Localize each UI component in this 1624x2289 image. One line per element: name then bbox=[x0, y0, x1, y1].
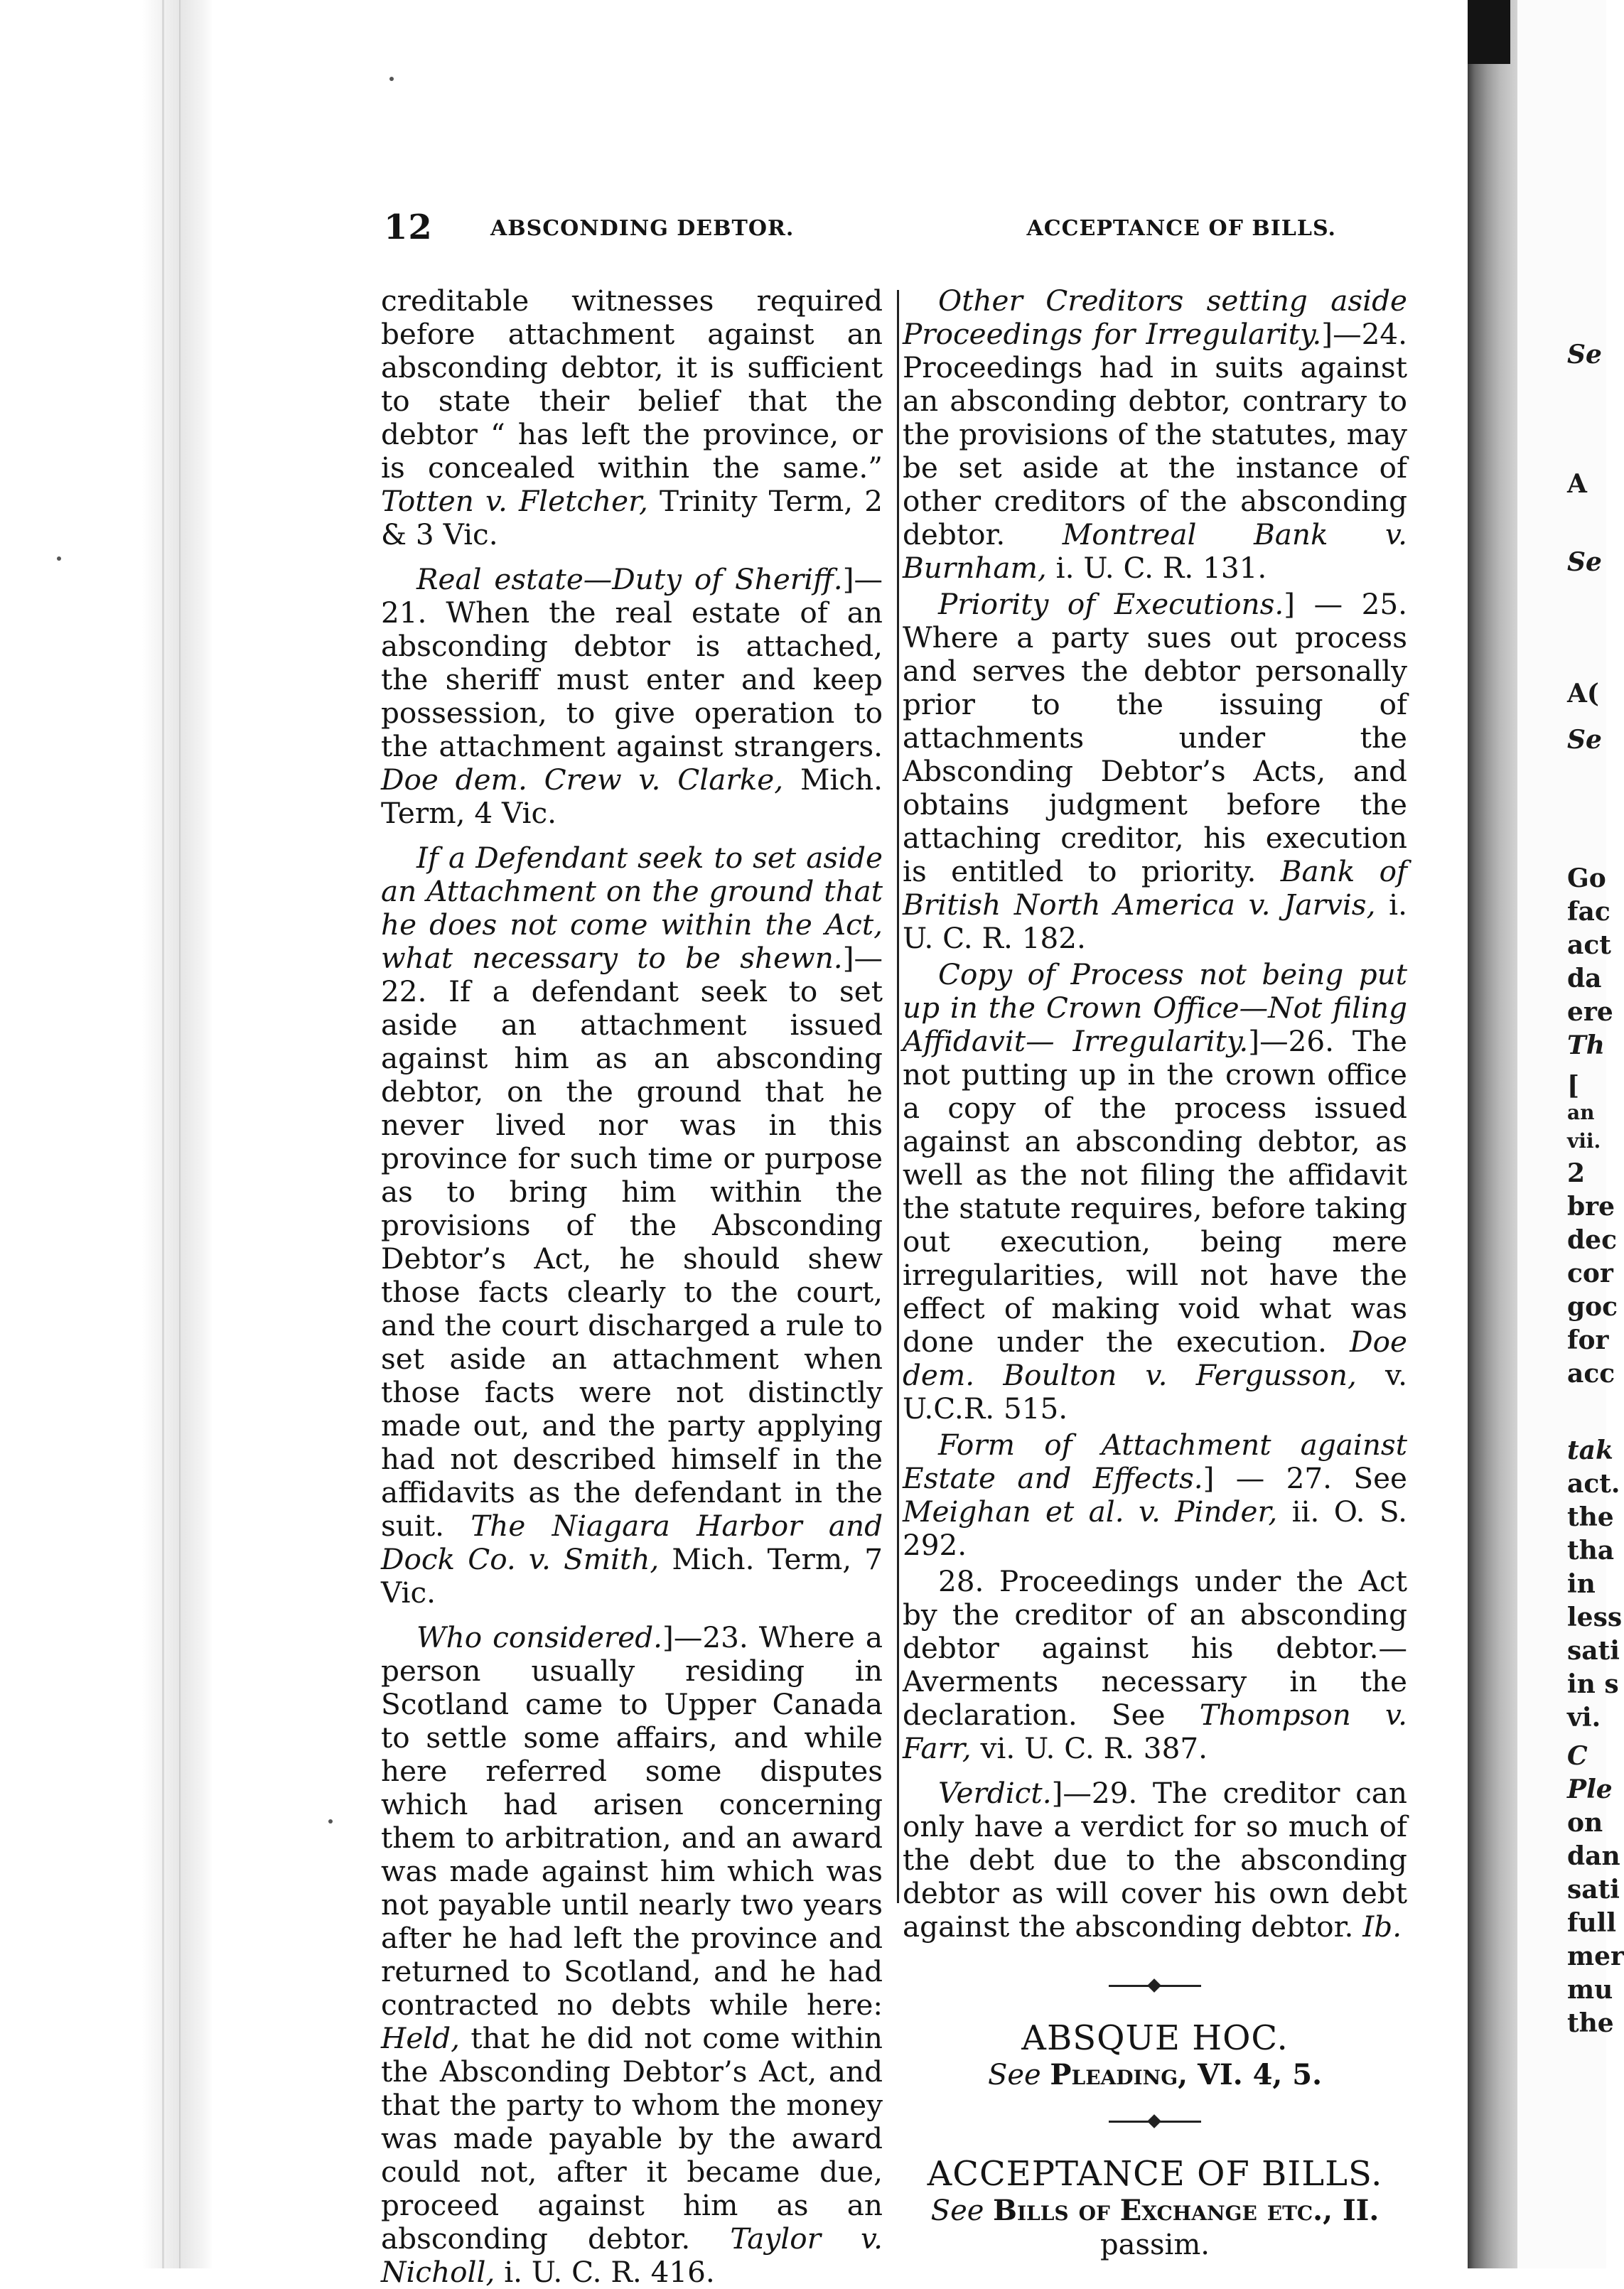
paragraph-body: creditable witnesses required before attachment against an absconding debtor, it is sufficient to state their belief that the debtor “ has left the province, or is concealed within the same.” bbox=[381, 284, 883, 485]
paragraph-body: ] — 25. Where a party sues out process and serves the debtor personally prior to the issuing of attachments under the Absconding Debtor’s Acts, and obtains judgment before the attaching creditor, his execution is entitled to priority. bbox=[903, 587, 1407, 888]
paragraph-23 bbox=[381, 1621, 883, 2289]
running-head bbox=[384, 208, 1336, 250]
citation-tail: ii. O. S. 292. bbox=[903, 1494, 1407, 1562]
fragment-line: in bbox=[1567, 1569, 1596, 1599]
case-citation: Totten v. Fletcher, bbox=[381, 484, 648, 518]
fragment-line: goc bbox=[1567, 1292, 1618, 1322]
paragraph-body: ]—21. When the real estate of an absconding debtor is attached, the sheriff must enter and keep possession, to give operation to the attachment against strangers. bbox=[381, 562, 883, 763]
cross-reference-passim: passim. bbox=[1100, 2229, 1210, 2261]
section-title: ACCEPTANCE OF BILLS. bbox=[927, 2154, 1383, 2194]
paragraph-body: ] — 27. See bbox=[1203, 1461, 1407, 1495]
fragment-line: the bbox=[1567, 1502, 1614, 1532]
scan-speck bbox=[389, 77, 394, 81]
citation-tail: i. U. C. R. 416. bbox=[495, 2255, 715, 2289]
fragment-line: tha bbox=[1567, 1536, 1615, 1566]
paragraph-heading: Priority of Executions. bbox=[938, 587, 1284, 621]
paragraph-heading: If a Defendant seek to set aside an Attachment on the ground that he does not come within the Act, what necessary to be shewn. bbox=[381, 841, 883, 975]
section-acceptance-of-bills bbox=[903, 2121, 1407, 2262]
fragment-line: on bbox=[1567, 1808, 1603, 1838]
citation-tail: v. U.C.R. 515. bbox=[903, 1358, 1407, 1426]
cross-reference-target: Bills of Exchange etc., II. bbox=[993, 2194, 1380, 2227]
fragment-line: Go bbox=[1567, 863, 1606, 893]
fragment-line: dec bbox=[1567, 1225, 1617, 1255]
held-label: Held, bbox=[381, 2021, 461, 2055]
case-citation: The Niagara Harbor and Dock Co. v. Smith, bbox=[381, 1509, 883, 1576]
case-citation: Taylor v. Nicholl, bbox=[381, 2221, 883, 2289]
gutter-line bbox=[162, 0, 164, 2268]
fragment-line: A bbox=[1567, 469, 1587, 499]
paragraph-26 bbox=[903, 958, 1407, 1426]
binding-gutter bbox=[0, 0, 213, 2268]
page-fold-corner bbox=[1468, 0, 1510, 64]
citation-tail: vi. U. C. R. 387. bbox=[971, 1731, 1208, 1765]
scan-speck bbox=[57, 556, 61, 561]
paragraph-20-continued bbox=[381, 284, 883, 551]
fragment-line: tak bbox=[1567, 1436, 1613, 1465]
fragment-line: an bbox=[1567, 1101, 1595, 1124]
fragment-line: vi. bbox=[1567, 1703, 1601, 1733]
fragment-line: A( bbox=[1567, 679, 1599, 709]
fragment-line: Se bbox=[1567, 547, 1602, 577]
fragment-line: for bbox=[1567, 1325, 1609, 1355]
fragment-line: the bbox=[1567, 2008, 1614, 2038]
case-citation: Doe dem. Crew v. Clarke, bbox=[381, 763, 784, 797]
fragment-line: acc bbox=[1567, 1359, 1615, 1389]
case-citation: Doe dem. Boulton v. Fergusson, bbox=[903, 1325, 1407, 1392]
fragment-line: mer bbox=[1567, 1941, 1624, 1971]
fragment-line: full bbox=[1567, 1908, 1617, 1938]
see-label: See bbox=[987, 2059, 1041, 2091]
fragment-line: sati bbox=[1567, 1875, 1620, 1905]
page-fold-shadow bbox=[1468, 0, 1517, 2268]
case-citation: Meighan et al. v. Pinder, bbox=[903, 1494, 1278, 1529]
paragraph-29 bbox=[903, 1777, 1407, 1944]
fragment-line: dan bbox=[1567, 1841, 1620, 1871]
cross-reference-target: Pleading, VI. 4, 5. bbox=[1050, 2058, 1323, 2091]
running-head-left: ABSCONDING DEBTOR. bbox=[490, 216, 795, 241]
fragment-line: C bbox=[1567, 1741, 1588, 1771]
paragraph-heading: Who considered. bbox=[416, 1620, 663, 1654]
paragraph-heading: Real estate—Duty of Sheriff. bbox=[416, 562, 843, 596]
fragment-line: vii. bbox=[1567, 1129, 1601, 1153]
fragment-line: less bbox=[1567, 1603, 1623, 1632]
paragraph-heading: Other Creditors setting aside Proceedings for Irregularity. bbox=[903, 284, 1407, 351]
scan-speck bbox=[328, 1819, 333, 1824]
fragment-line: in s bbox=[1567, 1669, 1619, 1699]
paragraph-21 bbox=[381, 563, 883, 830]
page-number: 12 bbox=[384, 208, 433, 247]
cross-reference bbox=[903, 2194, 1407, 2228]
fragment-line: Th bbox=[1567, 1030, 1605, 1060]
left-column bbox=[381, 284, 883, 2289]
paragraph-24 bbox=[903, 284, 1407, 585]
paragraph-body: ]—26. The not putting up in the crown office a copy of the process issued against an absconding debtor, as well as the not filing the affidavit the statute requires, before taking out execution, being mere irregularities, will not have the effect of making void what was done under the execution. bbox=[903, 1024, 1407, 1359]
case-citation: Bank of British North America v. Jarvis, bbox=[903, 854, 1407, 922]
section-absque-hoc bbox=[903, 1985, 1407, 2092]
paragraph-heading: Copy of Process not being put up in the Crown Office—Not filing Affidavit— Irregularity. bbox=[903, 957, 1407, 1058]
citation-tail: Trinity Term, 2 & 3 Vic. bbox=[381, 484, 883, 551]
citation-tail: Mich. Term, 7 Vic. bbox=[381, 1542, 883, 1610]
paragraph-body: ]—29. The creditor can only have a verdict for so much of the debt due to the absconding debtor as will cover his own debt against the absconding debtor. bbox=[903, 1776, 1407, 1944]
case-citation: Montreal Bank v. Burnham, bbox=[903, 517, 1407, 585]
paragraph-body: 28. Proceedings under the Act by the creditor of an absconding debtor against his debtor.—Averments necessary in the declaration. See bbox=[903, 1564, 1407, 1732]
case-citation: Thompson v. Farr, bbox=[903, 1698, 1407, 1765]
paragraph-body: ]—22. If a defendant seek to set aside an attachment issued against him as an absconding debtor, on the ground that he never lived nor was in this province for such time or purpose as to bring him within the provisions of the Absconding Debtor’s Act, he should shew those facts clearly to the court, and the court discharged a rule to set aside an attachment when those facts were not distinctly made out, and the party applying had not described himself in the affidavits as the defendant in the suit. bbox=[381, 941, 883, 1543]
paragraph-27 bbox=[903, 1428, 1407, 1562]
section-ornament-rule bbox=[1109, 1985, 1201, 1987]
citation-tail: i. U. C. R. 182. bbox=[903, 888, 1407, 955]
paragraph-heading: Form of Attachment against Estate and Effects. bbox=[903, 1428, 1407, 1495]
citation-tail: i. U. C. R. 131. bbox=[1046, 551, 1267, 585]
fragment-line: fac bbox=[1567, 897, 1610, 927]
fragment-line: [ bbox=[1567, 1071, 1580, 1101]
fragment-line: 2 bbox=[1567, 1158, 1586, 1188]
paragraph-heading: Verdict. bbox=[938, 1776, 1052, 1810]
running-head-right: ACCEPTANCE OF BILLS. bbox=[1026, 216, 1336, 241]
fragment-line: ere bbox=[1567, 997, 1613, 1027]
fragment-line: cor bbox=[1567, 1259, 1613, 1288]
citation-tail: Mich. Term, 4 Vic. bbox=[381, 763, 883, 830]
paragraph-28 bbox=[903, 1565, 1407, 1765]
column-divider bbox=[897, 290, 899, 1903]
section-title: ABSQUE HOC. bbox=[1021, 2018, 1289, 2058]
fragment-line: Se bbox=[1567, 340, 1602, 370]
fragment-line: sati bbox=[1567, 1636, 1620, 1666]
fragment-line: bre bbox=[1567, 1192, 1615, 1222]
paragraph-body: that he did not come within the Absconding Debtor’s Act, and that the party to whom the money was made payable by the award could not, after it became due, proceed against him as an absconding debtor. bbox=[381, 2021, 883, 2256]
see-label: See bbox=[930, 2194, 984, 2227]
paragraph-25 bbox=[903, 588, 1407, 955]
right-column bbox=[903, 284, 1407, 2262]
case-citation: Ib. bbox=[1362, 1910, 1402, 1944]
fragment-line: da bbox=[1567, 964, 1602, 993]
paragraph-22 bbox=[381, 841, 883, 1610]
gutter-line bbox=[179, 0, 181, 2268]
fragment-line: act bbox=[1567, 930, 1611, 960]
section-ornament-rule bbox=[1109, 2121, 1201, 2123]
fragment-line: mu bbox=[1567, 1975, 1613, 2005]
paragraph-body: ]—23. Where a person usually residing in Scotland came to Upper Canada to settle some affairs, and while here referred some disputes which had arisen concerning them to arbitration, and an award was made against him which was not payable until nearly two years after he had left the province and returned to Scotland, and he had contracted no debts while here: bbox=[381, 1620, 883, 2022]
cross-reference bbox=[903, 2058, 1407, 2092]
adjacent-page-fragment bbox=[1517, 0, 1624, 2268]
fragment-line: Ple bbox=[1567, 1774, 1613, 1804]
fragment-line: act. bbox=[1567, 1469, 1620, 1499]
paragraph-body: ]—24. Proceedings had in suits against an absconding debtor, contrary to the provisions of the statutes, may be set aside at the instance of other creditors of the absconding debtor. bbox=[903, 317, 1407, 551]
fragment-line: Se bbox=[1567, 725, 1602, 755]
